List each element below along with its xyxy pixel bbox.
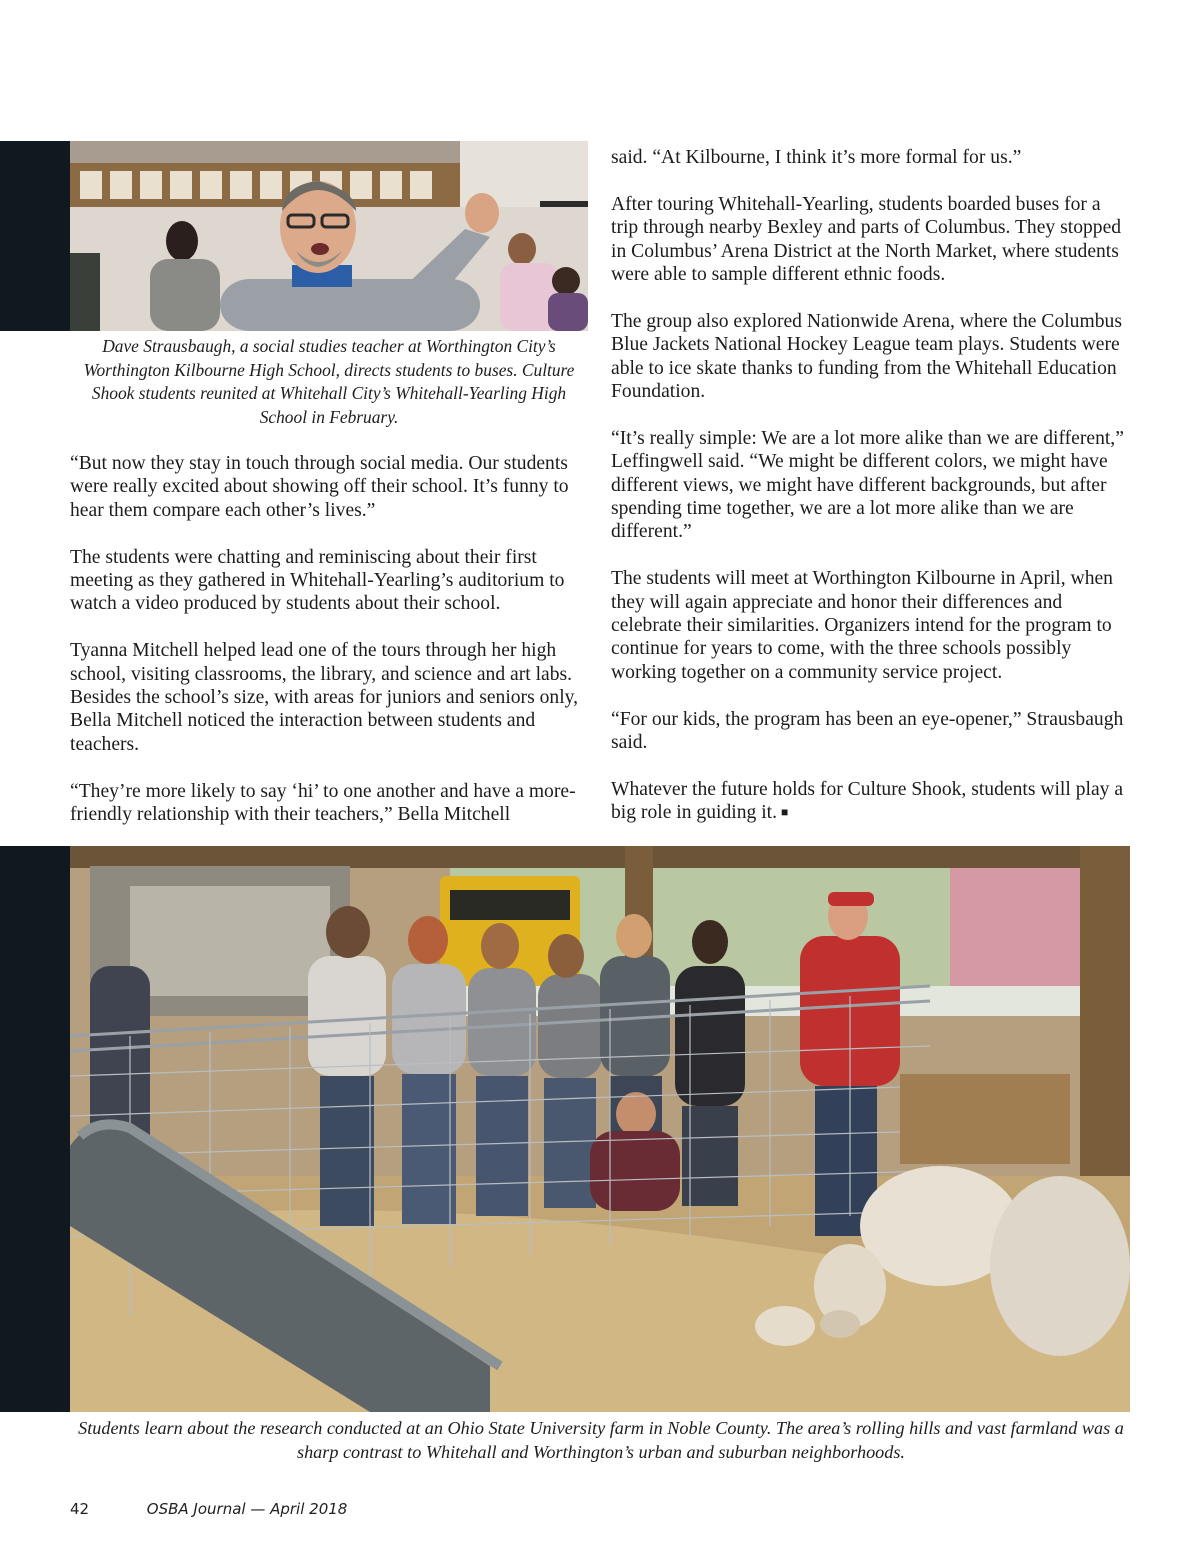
- article-paragraph: “They’re more likely to say ‘hi’ to one another and have a more-friendly relationship with their teachers,” Bella Mitchell: [70, 780, 576, 826]
- article-paragraph: The group also explored Nationwide Arena, where the Columbus Blue Jackets National Hockey League team plays. Students were able to ice skate thanks to funding from the Whitehall Education Foundation.: [611, 310, 1122, 403]
- teacher-photo: [70, 141, 588, 331]
- side-accent-bar-bottom: [0, 846, 70, 1412]
- article-paragraph-text: Whatever the future holds for Culture Shook, students will play a big role in guiding it.: [611, 778, 1124, 824]
- side-accent-bar-top: [0, 141, 70, 331]
- article-column-left: [70, 452, 590, 850]
- article-paragraph: “But now they stay in touch through social media. Our students were really excited about showing off their school. It’s funny to hear them compare each other’s lives.”: [70, 453, 569, 521]
- article-paragraph: The students were chatting and reminiscing about their first meeting as they gathered in Whitehall-Yearling’s auditorium to watch a video produced by students about their school.: [70, 546, 565, 615]
- page-footer: [70, 1500, 347, 1518]
- article-column-right: [611, 146, 1131, 848]
- article-paragraph: After touring Whitehall-Yearling, students boarded buses for a trip through nearby Bexley and parts of Columbus. They stopped in Columbus’ Arena District at the North Market, where students were able to sample different ethnic foods.: [611, 193, 1122, 286]
- article-paragraph: Tyanna Mitchell helped lead one of the tours through her high school, visiting classrooms, the library, and science and art labs. Besides the school’s size, with areas for juniors and seniors only, Bella Mitchell noticed the interaction between students and teachers.: [70, 640, 579, 755]
- article-paragraph: The students will meet at Worthington Kilbourne in April, when they will again appreciate and honor their differences and celebrate their similarities. Organizers intend for the program to continue for years to come, with the three schools possibly working together on a community service project.: [611, 568, 1113, 683]
- page-number: 42: [70, 1500, 90, 1518]
- farm-photo: [70, 846, 1130, 1412]
- journal-issue: OSBA Journal — April 2018: [146, 1500, 348, 1518]
- teacher-photo-caption: Dave Strausbaugh, a social studies teacher at Worthington City’s Worthington Kilbourne High School, directs students to buses. Culture Shook students reunited at Whitehall City’s Whitehall-Yearling High School in February.: [83, 336, 575, 427]
- article-paragraph: said. “At Kilbourne, I think it’s more formal for us.”: [611, 147, 1022, 168]
- end-of-article-mark: ■: [781, 805, 789, 820]
- article-paragraph: “For our kids, the program has been an eye-opener,” Strausbaugh said.: [611, 708, 1124, 754]
- article-paragraph-final: [611, 778, 1131, 825]
- farm-photo-caption: Students learn about the research conducted at an Ohio State University farm in Noble County. The area’s rolling hills and vast farmland was a sharp contrast to Whitehall and Worthington’s urban and suburban neighborhoods.: [78, 1418, 1124, 1462]
- article-paragraph: “It’s really simple: We are a lot more alike than we are different,” Leffingwell said. “We might be different colors, we might have different views, we might have different backgrounds, but after spending time together, we are a lot more alike than we are different.”: [611, 427, 1124, 543]
